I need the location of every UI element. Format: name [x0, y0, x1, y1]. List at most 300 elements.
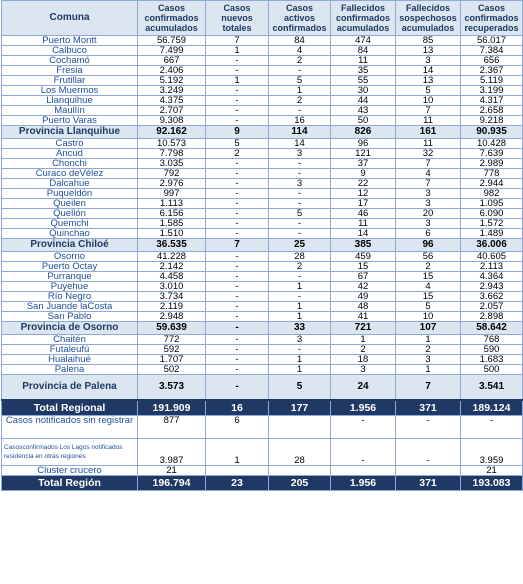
- cell-activos: 2: [269, 96, 331, 106]
- cell-comuna: Fresia: [2, 66, 138, 76]
- cell-confirmados: 3.010: [138, 282, 206, 292]
- cell-comuna: Puerto Octay: [2, 262, 138, 272]
- cell-recuperados: 10.428: [461, 139, 523, 149]
- cell-recuperados: 2.658: [461, 106, 523, 116]
- table-row: [2, 365, 523, 375]
- cell-nuevos: -: [206, 229, 269, 239]
- cell-sospechosos: 10: [396, 312, 461, 322]
- cell-comuna: Llanquihue: [2, 96, 138, 106]
- header-fallecidos-sospechosos: Fallecidos sospechosos acumulados: [396, 1, 461, 36]
- table-row: [2, 66, 523, 76]
- table-row: [2, 199, 523, 209]
- table-row: [2, 262, 523, 272]
- cell-nuevos: -: [206, 262, 269, 272]
- cell-nuevos: -: [206, 116, 269, 126]
- cell-nuevos: -: [206, 355, 269, 365]
- cell-comuna: Los Muermos: [2, 86, 138, 96]
- cell-activos: 5: [269, 375, 331, 401]
- table-row: [2, 86, 523, 96]
- table-row: [2, 169, 523, 179]
- table-row: [2, 46, 523, 56]
- cell-sospechosos: 14: [396, 66, 461, 76]
- cell-nuevos: -: [206, 86, 269, 96]
- cell-confirmados: 3.573: [138, 375, 206, 401]
- cell-fallecidos: 48: [331, 302, 396, 312]
- cell-confirmados: 592: [138, 345, 206, 355]
- cell-sospechosos: 96: [396, 239, 461, 252]
- cell-confirmados: 9.308: [138, 116, 206, 126]
- cell-confirmados: 6.156: [138, 209, 206, 219]
- cell-fallecidos: 37: [331, 159, 396, 169]
- cell-comuna: San Juande laCosta: [2, 302, 138, 312]
- cell-comuna: Provincia Chiloé: [2, 239, 138, 252]
- cell-comuna: Castro: [2, 139, 138, 149]
- cell-comuna: Puerto Montt: [2, 36, 138, 46]
- cell-recuperados: 500: [461, 365, 523, 375]
- cell-activos: -: [269, 272, 331, 282]
- cell-comuna: Chonchi: [2, 159, 138, 169]
- cell-comuna: Queilen: [2, 199, 138, 209]
- cell-comuna: Total Región: [2, 476, 138, 491]
- cell-comuna: Puerto Varas: [2, 116, 138, 126]
- cell-recuperados: 656: [461, 56, 523, 66]
- cell-fallecidos: 9: [331, 169, 396, 179]
- cell-recuperados: 768: [461, 335, 523, 345]
- cell-comuna: Palena: [2, 365, 138, 375]
- cell-nuevos: -: [206, 322, 269, 335]
- cell-sospechosos: 4: [396, 282, 461, 292]
- cell-confirmados: 92.162: [138, 126, 206, 139]
- cell-fallecidos: 721: [331, 322, 396, 335]
- cell-sospechosos: 7: [396, 375, 461, 401]
- table-row: [2, 312, 523, 322]
- cell-recuperados: 2.989: [461, 159, 523, 169]
- cell-nuevos: -: [206, 66, 269, 76]
- cell-fallecidos: 44: [331, 96, 396, 106]
- cell-confirmados: 2.406: [138, 66, 206, 76]
- cell-sospechosos: 7: [396, 106, 461, 116]
- cell-sospechosos: 32: [396, 149, 461, 159]
- cell-confirmados: 1.113: [138, 199, 206, 209]
- cell-confirmados: 21: [138, 466, 206, 476]
- cell-sospechosos: 3: [396, 355, 461, 365]
- cell-fallecidos: 67: [331, 272, 396, 282]
- cell-sospechosos: 3: [396, 219, 461, 229]
- table-row: [2, 355, 523, 365]
- cell-activos: 1: [269, 365, 331, 375]
- cell-sospechosos: 161: [396, 126, 461, 139]
- cell-recuperados: 9.218: [461, 116, 523, 126]
- cell-activos: 3: [269, 149, 331, 159]
- table-row: [2, 335, 523, 345]
- cell-recuperados: 1.489: [461, 229, 523, 239]
- cell-fallecidos: 24: [331, 375, 396, 401]
- header-casos-activos: Casos activos confirmados: [269, 1, 331, 36]
- cell-nuevos: 5: [206, 139, 269, 149]
- cell-comuna: Ancud: [2, 149, 138, 159]
- cell-nuevos: -: [206, 209, 269, 219]
- cell-nuevos: -: [206, 282, 269, 292]
- cell-sospechosos: 7: [396, 179, 461, 189]
- cell-sospechosos: 3: [396, 56, 461, 66]
- cell-recuperados: 3.959: [461, 439, 523, 466]
- cell-comuna: Puqueldón: [2, 189, 138, 199]
- cell-recuperados: 189.124: [461, 400, 523, 416]
- cell-activos: 28: [269, 252, 331, 262]
- cell-sospechosos: -: [396, 439, 461, 466]
- cell-comuna: Maullín: [2, 106, 138, 116]
- cell-nuevos: -: [206, 179, 269, 189]
- cell-fallecidos: 1.956: [331, 400, 396, 416]
- header-casos-nuevos: Casos nuevos totales: [206, 1, 269, 36]
- cell-nuevos: -: [206, 345, 269, 355]
- cell-sospechosos: 11: [396, 139, 461, 149]
- cell-comuna: Quemchi: [2, 219, 138, 229]
- cell-comuna: Purranque: [2, 272, 138, 282]
- cell-sospechosos: 11: [396, 116, 461, 126]
- cell-recuperados: -: [461, 416, 523, 439]
- cell-comuna: Dalcahue: [2, 179, 138, 189]
- cell-sospechosos: 3: [396, 199, 461, 209]
- cell-activos: -: [269, 229, 331, 239]
- cell-sospechosos: 15: [396, 292, 461, 302]
- cell-fallecidos: 42: [331, 282, 396, 292]
- header-casos-confirmados: Casos confirmados acumulados: [138, 1, 206, 36]
- cell-confirmados: 1.707: [138, 355, 206, 365]
- cell-fallecidos: 12: [331, 189, 396, 199]
- cell-confirmados: 4.375: [138, 96, 206, 106]
- cell-fallecidos: 46: [331, 209, 396, 219]
- cell-fallecidos: 15: [331, 262, 396, 272]
- cell-confirmados: 877: [138, 416, 206, 439]
- cell-comuna: Osorno: [2, 252, 138, 262]
- cell-fallecidos: 30: [331, 86, 396, 96]
- cell-fallecidos: 11: [331, 56, 396, 66]
- cell-comuna: Curaco deVélez: [2, 169, 138, 179]
- cell-activos: 1: [269, 86, 331, 96]
- cell-sospechosos: 1: [396, 335, 461, 345]
- cell-recuperados: 40.605: [461, 252, 523, 262]
- cell-recuperados: 3.541: [461, 375, 523, 401]
- cell-nuevos: 7: [206, 239, 269, 252]
- cell-recuperados: 1.095: [461, 199, 523, 209]
- table-row: [2, 116, 523, 126]
- cell-comuna: Provincia Llanquihue: [2, 126, 138, 139]
- cell-confirmados: 7.499: [138, 46, 206, 56]
- cell-confirmados: 56.759: [138, 36, 206, 46]
- cell-fallecidos: 121: [331, 149, 396, 159]
- table-row: [2, 345, 523, 355]
- cell-fallecidos: 22: [331, 179, 396, 189]
- table-row: [2, 272, 523, 282]
- cell-sospechosos: 5: [396, 302, 461, 312]
- cell-nuevos: -: [206, 189, 269, 199]
- cell-nuevos: 23: [206, 476, 269, 491]
- cell-activos: 25: [269, 239, 331, 252]
- table-row: [2, 139, 523, 149]
- cell-activos: 3: [269, 179, 331, 189]
- cell-fallecidos: 1: [331, 335, 396, 345]
- covid-cases-table: [1, 0, 523, 491]
- cell-comuna: Chaitén: [2, 335, 138, 345]
- cell-recuperados: 3.662: [461, 292, 523, 302]
- cell-recuperados: 2.367: [461, 66, 523, 76]
- cell-activos: 114: [269, 126, 331, 139]
- cell-recuperados: 5.119: [461, 76, 523, 86]
- cell-recuperados: 6.090: [461, 209, 523, 219]
- cell-sospechosos: 10: [396, 96, 461, 106]
- cell-fallecidos: 18: [331, 355, 396, 365]
- cell-activos: 16: [269, 116, 331, 126]
- cell-fallecidos: 1.956: [331, 476, 396, 491]
- cell-nuevos: 2: [206, 149, 269, 159]
- notified-row: [2, 416, 523, 439]
- cell-activos: [269, 466, 331, 476]
- cell-comuna: Hualaihué: [2, 355, 138, 365]
- cell-confirmados: 36.535: [138, 239, 206, 252]
- cell-comuna: Cluster crucero: [2, 466, 138, 476]
- cell-sospechosos: -: [396, 416, 461, 439]
- table-row: [2, 282, 523, 292]
- cell-sospechosos: 13: [396, 76, 461, 86]
- cell-recuperados: 2.113: [461, 262, 523, 272]
- cell-sospechosos: 56: [396, 252, 461, 262]
- cell-comuna: Casosconfirmados Los Lagos notificados residencia en otras regiones: [2, 439, 138, 466]
- cell-confirmados: 997: [138, 189, 206, 199]
- cell-sospechosos: 5: [396, 86, 461, 96]
- cell-recuperados: 193.083: [461, 476, 523, 491]
- cell-comuna: Cochamó: [2, 56, 138, 66]
- cell-recuperados: 21: [461, 466, 523, 476]
- cell-confirmados: 2.707: [138, 106, 206, 116]
- regional-total-row: [2, 400, 523, 416]
- cell-comuna: Quinchao: [2, 229, 138, 239]
- cell-recuperados: 7.639: [461, 149, 523, 159]
- cell-fallecidos: 826: [331, 126, 396, 139]
- cell-comuna: Provincia de Osorno: [2, 322, 138, 335]
- cell-nuevos: 1: [206, 46, 269, 56]
- cell-confirmados: 2.119: [138, 302, 206, 312]
- cell-comuna: Quellón: [2, 209, 138, 219]
- table-row: [2, 36, 523, 46]
- other-regions-row: [2, 439, 523, 466]
- cell-sospechosos: 20: [396, 209, 461, 219]
- cell-recuperados: 1.572: [461, 219, 523, 229]
- cell-activos: 2: [269, 262, 331, 272]
- cell-activos: 84: [269, 36, 331, 46]
- cell-sospechosos: 2: [396, 262, 461, 272]
- cell-activos: 1: [269, 355, 331, 365]
- cell-comuna: Casos notificados sin registrar: [2, 416, 138, 439]
- cell-recuperados: 58.642: [461, 322, 523, 335]
- table-row: [2, 96, 523, 106]
- cell-recuperados: 1.683: [461, 355, 523, 365]
- cell-comuna: Futaleufú: [2, 345, 138, 355]
- cell-nuevos: -: [206, 312, 269, 322]
- cell-activos: -: [269, 345, 331, 355]
- cell-recuperados: 90.935: [461, 126, 523, 139]
- table-row: [2, 302, 523, 312]
- header-comuna: Comuna: [2, 1, 138, 36]
- province-total-row: [2, 322, 523, 335]
- table-row: [2, 219, 523, 229]
- cell-fallecidos: 2: [331, 345, 396, 355]
- cell-recuperados: 56.017: [461, 36, 523, 46]
- cell-activos: -: [269, 189, 331, 199]
- cell-nuevos: 7: [206, 36, 269, 46]
- cell-sospechosos: 1: [396, 365, 461, 375]
- cell-sospechosos: 2: [396, 345, 461, 355]
- cell-comuna: Total Regional: [2, 400, 138, 416]
- cell-confirmados: 59.639: [138, 322, 206, 335]
- cell-activos: [269, 416, 331, 439]
- cell-nuevos: -: [206, 169, 269, 179]
- cell-sospechosos: 15: [396, 272, 461, 282]
- cell-confirmados: 772: [138, 335, 206, 345]
- cell-sospechosos: 6: [396, 229, 461, 239]
- cell-nuevos: -: [206, 272, 269, 282]
- table-row: [2, 179, 523, 189]
- cell-nuevos: -: [206, 199, 269, 209]
- cell-fallecidos: 11: [331, 219, 396, 229]
- cell-fallecidos: -: [331, 416, 396, 439]
- cell-activos: 14: [269, 139, 331, 149]
- cell-fallecidos: 35: [331, 66, 396, 76]
- cell-nuevos: -: [206, 106, 269, 116]
- cell-nuevos: -: [206, 159, 269, 169]
- cell-activos: 1: [269, 282, 331, 292]
- cell-activos: 4: [269, 46, 331, 56]
- cell-nuevos: -: [206, 56, 269, 66]
- cell-comuna: Frutillar: [2, 76, 138, 86]
- cell-fallecidos: 459: [331, 252, 396, 262]
- region-total-row: [2, 476, 523, 491]
- cell-activos: 5: [269, 209, 331, 219]
- cell-recuperados: 2.944: [461, 179, 523, 189]
- cell-sospechosos: 4: [396, 169, 461, 179]
- header-fallecidos-confirmados: Fallecidos confirmados acumulados: [331, 1, 396, 36]
- cell-activos: 2: [269, 56, 331, 66]
- cell-fallecidos: -: [331, 439, 396, 466]
- cell-comuna: Calbuco: [2, 46, 138, 56]
- cell-recuperados: 7.384: [461, 46, 523, 56]
- cell-confirmados: 3.035: [138, 159, 206, 169]
- cell-nuevos: 6: [206, 416, 269, 439]
- cell-recuperados: 590: [461, 345, 523, 355]
- table-row: [2, 292, 523, 302]
- cell-sospechosos: 85: [396, 36, 461, 46]
- cell-fallecidos: 55: [331, 76, 396, 86]
- cell-fallecidos: 385: [331, 239, 396, 252]
- cell-activos: 205: [269, 476, 331, 491]
- cell-nuevos: 9: [206, 126, 269, 139]
- cell-recuperados: 982: [461, 189, 523, 199]
- cell-confirmados: 792: [138, 169, 206, 179]
- table-row: [2, 159, 523, 169]
- cell-recuperados: 778: [461, 169, 523, 179]
- cell-fallecidos: 43: [331, 106, 396, 116]
- cell-fallecidos: 41: [331, 312, 396, 322]
- cell-sospechosos: 3: [396, 189, 461, 199]
- cell-nuevos: -: [206, 365, 269, 375]
- cell-fallecidos: 3: [331, 365, 396, 375]
- table-body: [2, 36, 523, 491]
- table-row: [2, 189, 523, 199]
- cell-activos: -: [269, 292, 331, 302]
- cell-recuperados: 2.943: [461, 282, 523, 292]
- cell-fallecidos: 17: [331, 199, 396, 209]
- cell-confirmados: 5.192: [138, 76, 206, 86]
- cell-confirmados: 191.909: [138, 400, 206, 416]
- cell-activos: -: [269, 219, 331, 229]
- cluster-row: [2, 466, 523, 476]
- cell-activos: 1: [269, 302, 331, 312]
- cell-recuperados: 3.199: [461, 86, 523, 96]
- cell-confirmados: 2.948: [138, 312, 206, 322]
- cell-fallecidos: 14: [331, 229, 396, 239]
- cell-activos: -: [269, 106, 331, 116]
- cell-confirmados: 667: [138, 56, 206, 66]
- cell-confirmados: 3.249: [138, 86, 206, 96]
- table-header-row: [2, 1, 523, 36]
- cell-sospechosos: [396, 466, 461, 476]
- cell-activos: -: [269, 199, 331, 209]
- cell-sospechosos: 7: [396, 159, 461, 169]
- cell-fallecidos: 84: [331, 46, 396, 56]
- cell-comuna: Río Negro: [2, 292, 138, 302]
- cell-comuna: Puyehue: [2, 282, 138, 292]
- cell-confirmados: 2.976: [138, 179, 206, 189]
- cell-nuevos: -: [206, 219, 269, 229]
- province-total-row: [2, 239, 523, 252]
- cell-activos: -: [269, 159, 331, 169]
- cell-sospechosos: 13: [396, 46, 461, 56]
- table-row: [2, 56, 523, 66]
- cell-sospechosos: 371: [396, 400, 461, 416]
- cell-confirmados: 196.794: [138, 476, 206, 491]
- cell-fallecidos: 50: [331, 116, 396, 126]
- cell-activos: 177: [269, 400, 331, 416]
- cell-nuevos: -: [206, 96, 269, 106]
- cell-fallecidos: 474: [331, 36, 396, 46]
- cell-fallecidos: [331, 466, 396, 476]
- cell-confirmados: 1.585: [138, 219, 206, 229]
- cell-recuperados: 2.057: [461, 302, 523, 312]
- cell-activos: -: [269, 66, 331, 76]
- cell-fallecidos: 49: [331, 292, 396, 302]
- cell-activos: -: [269, 169, 331, 179]
- cell-comuna: Provincia de Palena: [2, 375, 138, 401]
- cell-confirmados: 1.510: [138, 229, 206, 239]
- cell-nuevos: 16: [206, 400, 269, 416]
- cell-fallecidos: 96: [331, 139, 396, 149]
- province-total-row: [2, 375, 523, 401]
- cell-nuevos: -: [206, 302, 269, 312]
- cell-activos: 3: [269, 335, 331, 345]
- table-row: [2, 252, 523, 262]
- table-row: [2, 149, 523, 159]
- cell-activos: 5: [269, 76, 331, 86]
- cell-recuperados: 4.317: [461, 96, 523, 106]
- cell-sospechosos: 107: [396, 322, 461, 335]
- cell-activos: 28: [269, 439, 331, 466]
- cell-nuevos: -: [206, 252, 269, 262]
- cell-nuevos: -: [206, 375, 269, 401]
- cell-confirmados: 3.734: [138, 292, 206, 302]
- cell-confirmados: 10.573: [138, 139, 206, 149]
- cell-nuevos: -: [206, 335, 269, 345]
- cell-confirmados: 4.458: [138, 272, 206, 282]
